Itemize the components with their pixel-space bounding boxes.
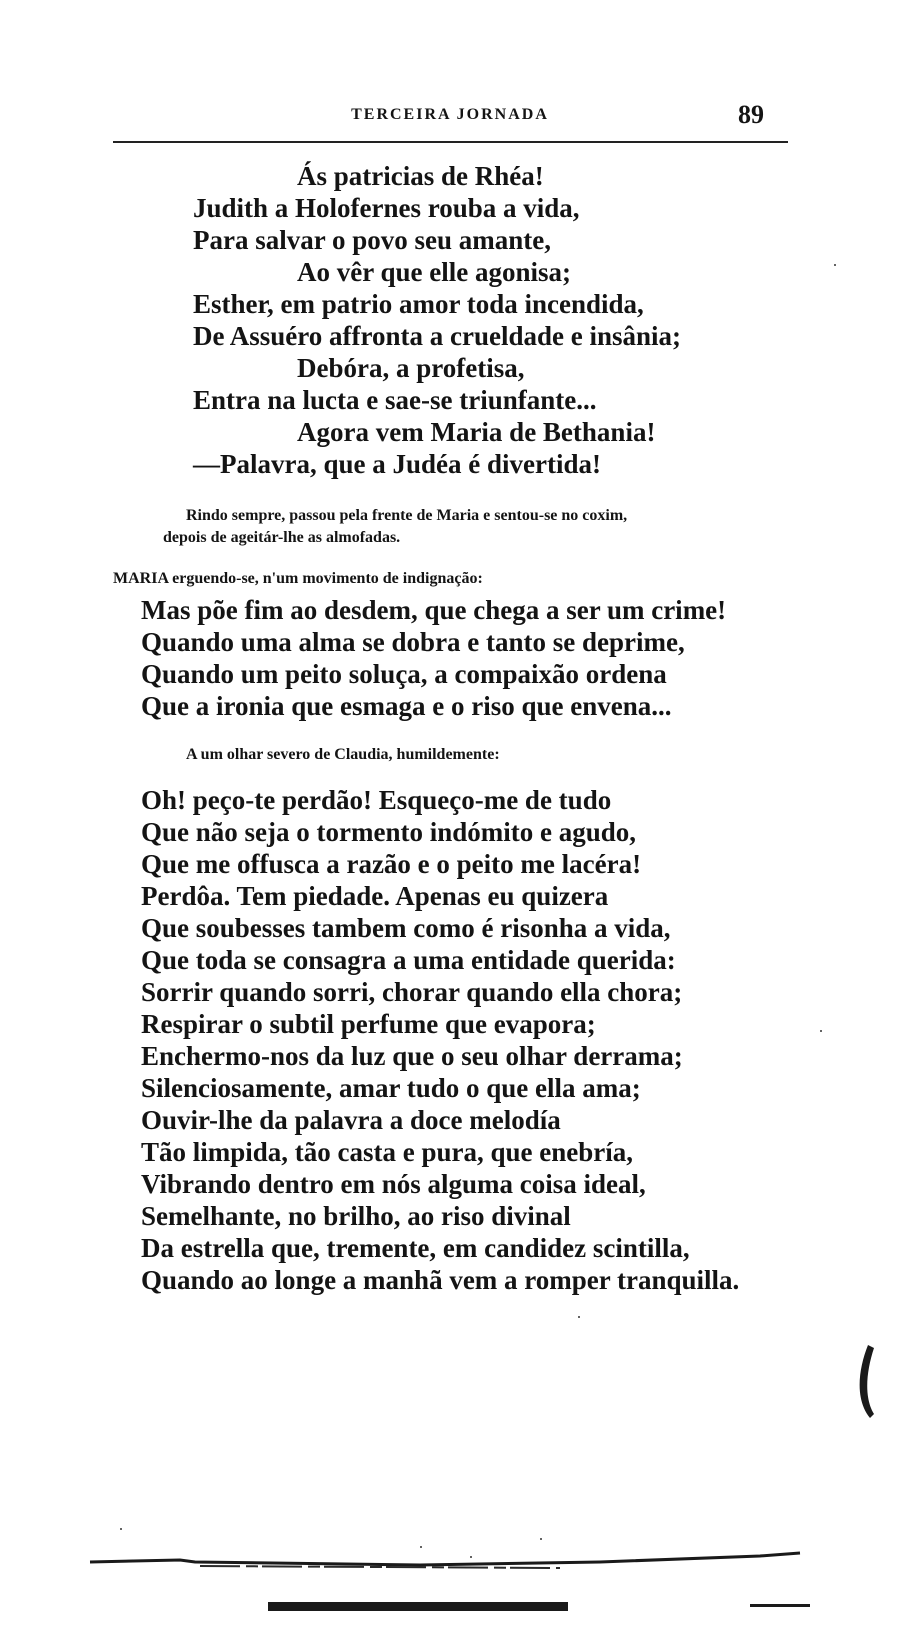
speck (120, 1528, 122, 1530)
verse-line: Semelhante, no brilho, ao riso divinal (141, 1201, 571, 1231)
verse-line: Quando ao longe a manhã vem a romper tranquilla. (141, 1265, 740, 1295)
stage-direction: depois de ageitár-lhe as almofadas. (163, 529, 401, 546)
speaker-direction: erguendo-se, n'um movimento de indignação: (168, 570, 483, 587)
verse-line: —Palavra, que a Judéa é divertida! (193, 449, 601, 479)
verse-line: Que me offusca a razão e o peito me lacéra! (141, 849, 642, 879)
verse-line: Quando um peito soluça, a compaixão ordena (141, 659, 667, 689)
speck (420, 1546, 422, 1548)
verse-line: Mas põe fim ao desdem, que chega a ser um crime! (141, 595, 727, 625)
stage-direction: A um olhar severo de Claudia, humildemente: (186, 746, 500, 763)
verse-line: Enchermo-nos da luz que o seu olhar derrama; (141, 1041, 683, 1071)
verse-line: Para salvar o povo seu amante, (193, 225, 551, 255)
verse-line: Que toda se consagra a uma entidade querida: (141, 945, 676, 975)
verse-line: Vibrando dentro em nós alguma coisa ideal, (141, 1169, 646, 1199)
bottom-bar (268, 1602, 568, 1611)
verse-line: Respirar o subtil perfume que evapora; (141, 1009, 596, 1039)
margin-smudge (860, 1345, 874, 1418)
page-number: 89 (738, 100, 764, 129)
verse-line: Entra na lucta e sae-se triunfante... (193, 385, 597, 415)
verse-line: De Assuéro affronta a crueldade e insânia; (193, 321, 681, 351)
verse-line: Ouvir-lhe da palavra a doce melodía (141, 1105, 561, 1135)
verse-line: Que soubesses tambem como é risonha a vida, (141, 913, 671, 943)
speck (834, 264, 836, 266)
bottom-dash (750, 1604, 810, 1607)
running-title: TERCEIRA JORNADA (351, 106, 549, 123)
verse-line: Que não seja o tormento indómito e agudo, (141, 817, 636, 847)
bottom-stroke-dashed (200, 1566, 560, 1568)
verse-line: Agora vem Maria de Bethania! (297, 417, 656, 447)
bottom-stroke (90, 1553, 800, 1565)
verse-line: Ao vêr que elle agonisa; (297, 257, 571, 287)
verse-line: Ás patricias de Rhéa! (297, 161, 544, 191)
speck (578, 1316, 580, 1318)
speaker-name: MARIA (113, 570, 169, 587)
speck (540, 1538, 542, 1540)
verse-line: Tão limpida, tão casta e pura, que enebría, (141, 1137, 634, 1167)
verse-line: Sorrir quando sorri, chorar quando ella chora; (141, 977, 683, 1007)
verse-line: Da estrella que, tremente, em candidez scintilla, (141, 1233, 690, 1263)
verse-line: Esther, em patrio amor toda incendida, (193, 289, 644, 319)
verse-line: Perdôa. Tem piedade. Apenas eu quizera (141, 881, 609, 911)
verse-line: Judith a Holofernes rouba a vida, (193, 193, 580, 223)
verse-line: Debóra, a profetisa, (297, 353, 525, 383)
speck (470, 1556, 472, 1558)
speck (820, 1030, 822, 1032)
verse-line: Silenciosamente, amar tudo o que ella ama; (141, 1073, 641, 1103)
verse-line: Oh! peço-te perdão! Esqueço-me de tudo (141, 785, 612, 815)
stage-direction: Rindo sempre, passou pela frente de Maria e sentou-se no coxim, (186, 507, 628, 524)
verse-line: Que a ironia que esmaga e o riso que envena... (141, 691, 672, 721)
verse-line: Quando uma alma se dobra e tanto se deprime, (141, 627, 685, 657)
